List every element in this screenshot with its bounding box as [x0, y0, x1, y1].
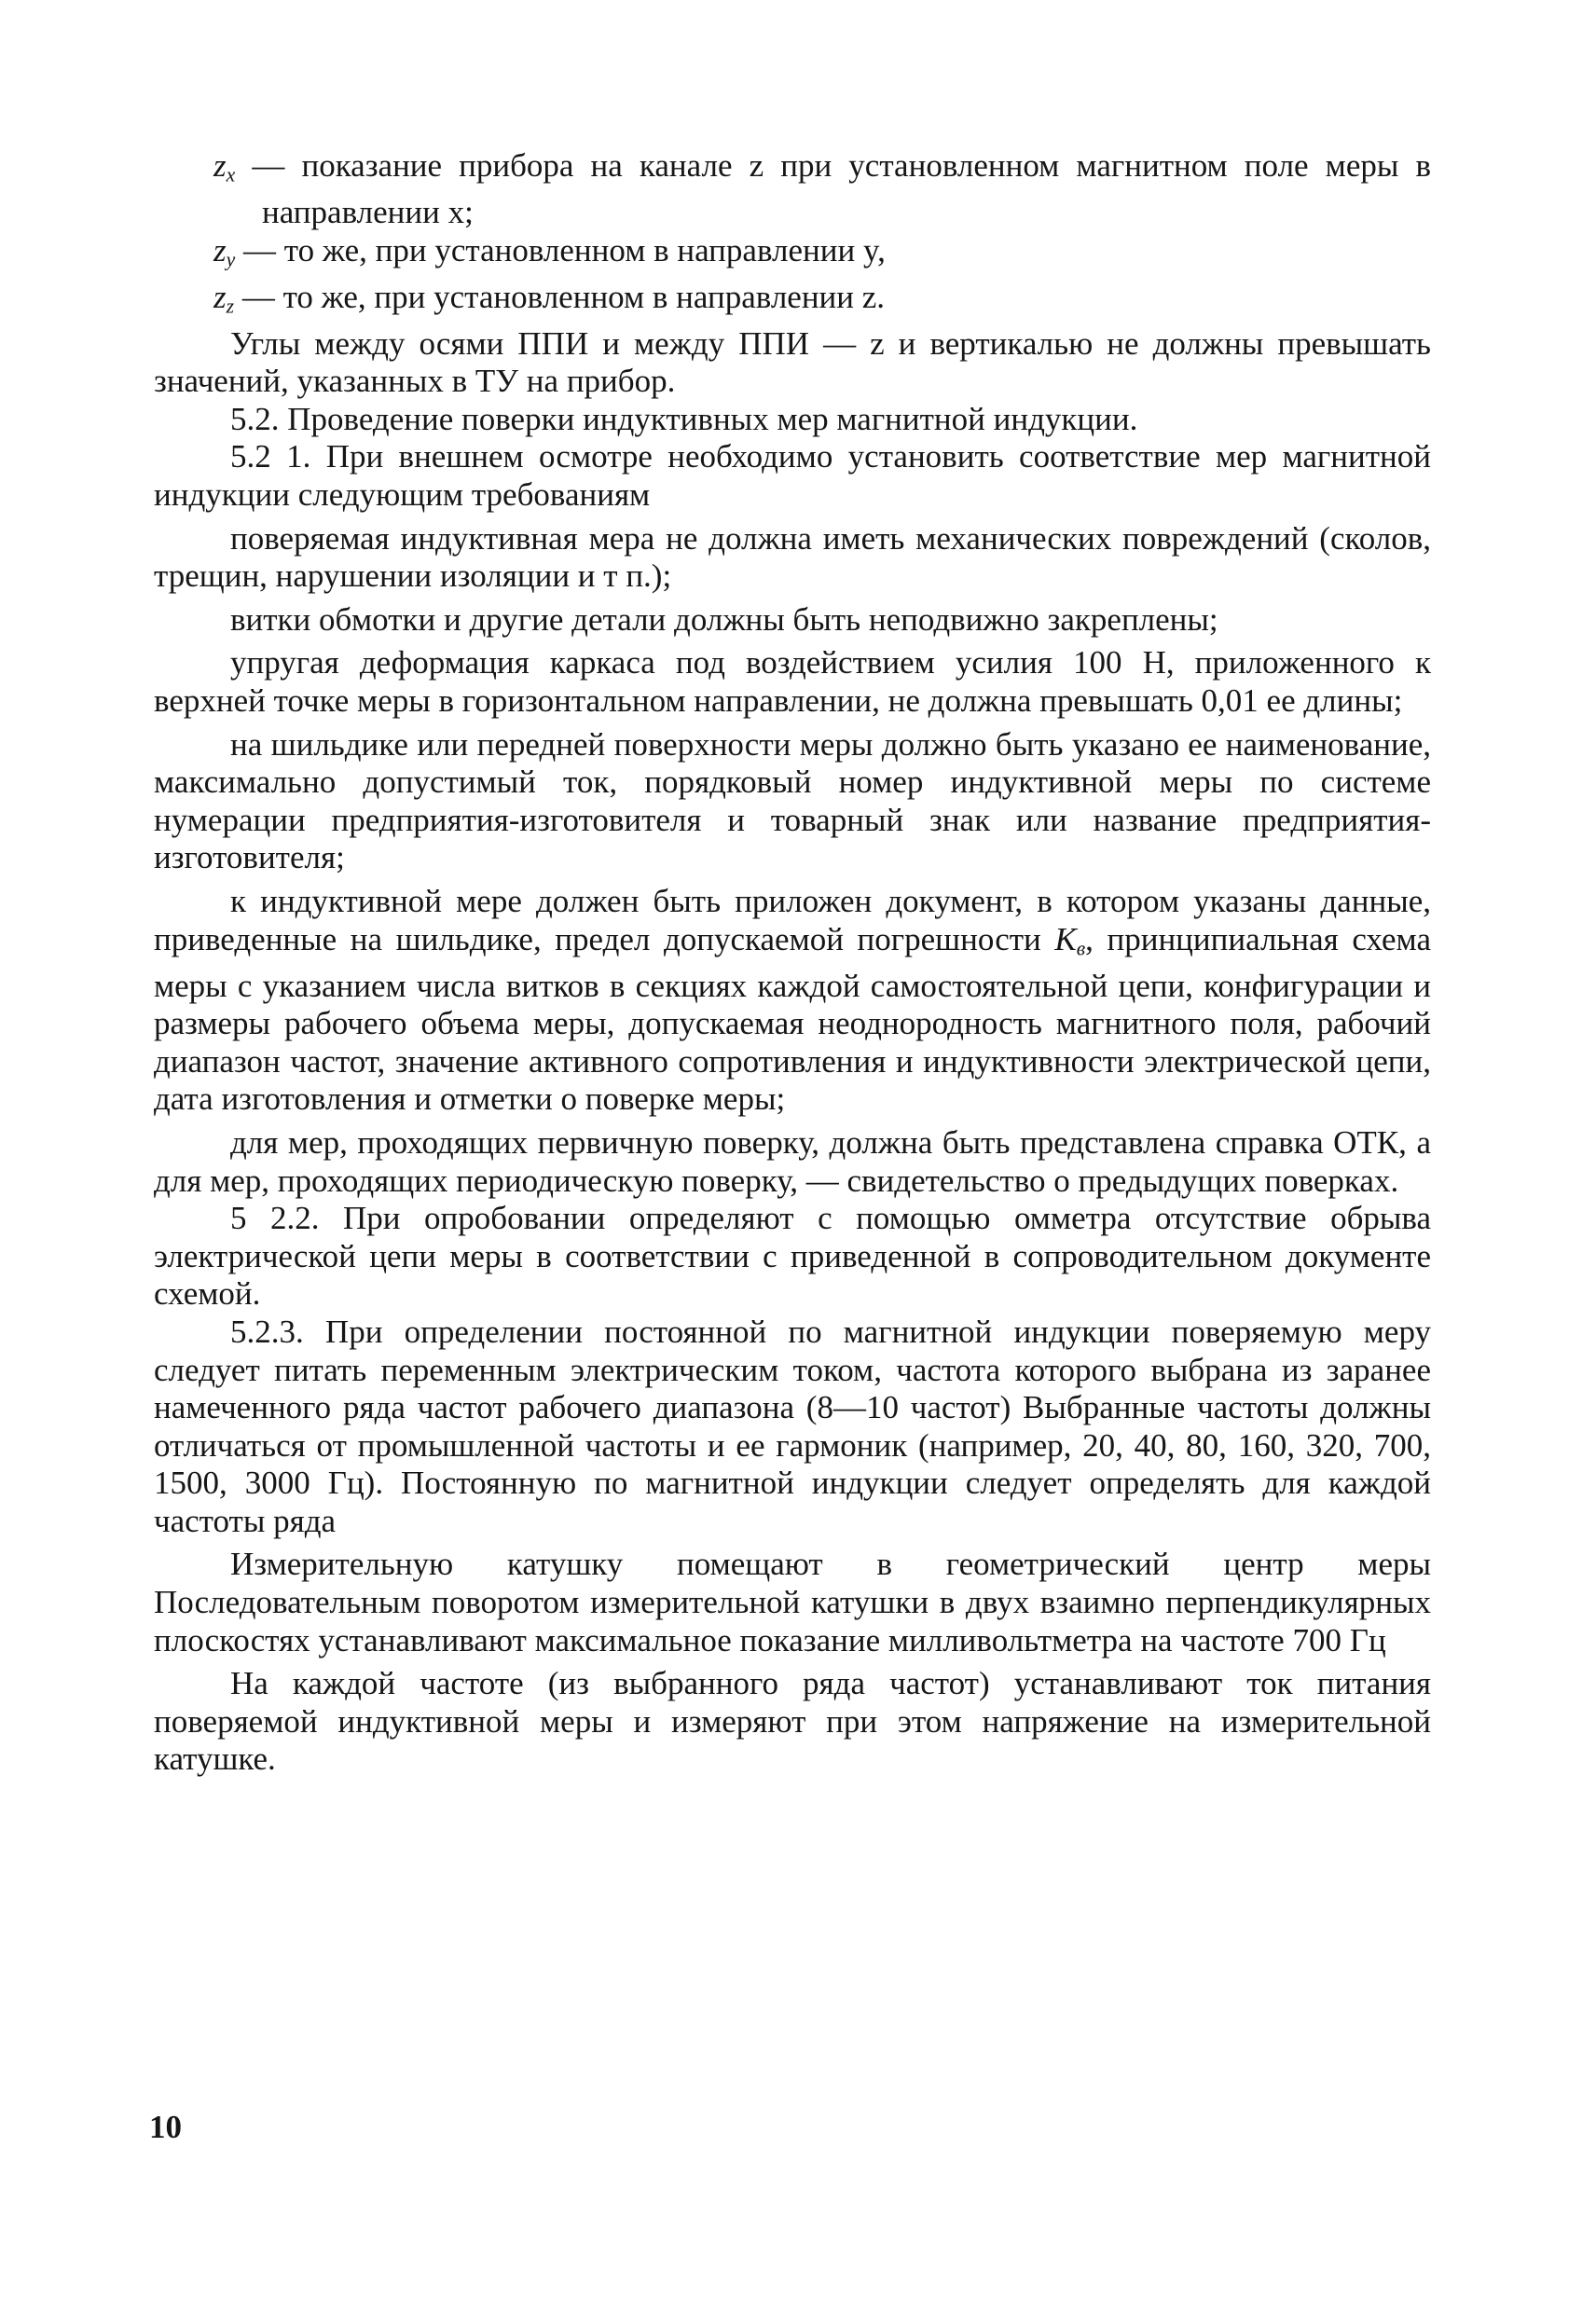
definition-text: — то же, при установленном в направлении z.: [234, 278, 886, 315]
definition-text: — показание прибора на канале z при установленном магнитном поле меры в направлении x;: [235, 147, 1431, 231]
symbol-k: K: [1054, 920, 1077, 957]
paragraph-5-2-2: 5 2.2. При опробовании определяют с помощью омметра отсутствие обрыва электрической цепи меры в соответствии с приведенной в сопроводительном документе схемой.: [154, 1200, 1431, 1313]
requirement-fixed-turns: витки обмотки и другие детали должны быть неподвижно закреплены;: [230, 600, 1218, 638]
definition-zx: [154, 147, 1431, 232]
paragraph-5-2-1: 5.2 1. При внешнем осмотре необходимо установить соответствие мер магнитной индукции следующим требованиям: [154, 438, 1431, 514]
subscript-x: x: [226, 163, 236, 186]
symbol-z: z: [213, 147, 227, 184]
requirement-document-text-start: к индуктивной мере должен быть приложен документ, в котором указаны данные, приведенные на шильдике, предел допускаемой погрешности: [154, 882, 1431, 957]
subscript-y: y: [226, 248, 236, 271]
definition-zz: [154, 279, 1431, 325]
paragraph-angles: Углы между осями ППИ и между ППИ — z и вертикалью не должны превышать значений, указанных в ТУ на прибор.: [154, 324, 1431, 400]
subscript-z: z: [226, 295, 235, 318]
paragraph-each-frequency: На каждой частоте (из выбранного ряда частот) устанавливают ток питания поверяемой индуктивной меры и измеряют при этом напряжение на измерительной катушке.: [154, 1665, 1431, 1778]
requirement-document-text-end: , принципиальная схема меры с указанием числа витков в секциях каждой самостоятельной цепи, конфигурации и размеры рабочего объема меры, допускаемая неоднородность магнитного поля, рабочий диапазон частот, значение активного сопротивления и индуктивности электрической цепи, дата изготовления и отметки о поверке меры;: [154, 920, 1431, 1118]
requirement-nameplate: на шильдике или передней поверхности меры должно быть указано ее наименование, максимально допустимый ток, порядковый номер индуктивной меры по системе нумерации предприятия-изготовителя и товарный знак или название предприятия-изготовителя;: [154, 725, 1431, 876]
requirement-certificate: для мер, проходящих первичную поверку, должна быть представлена справка ОТК, а для мер, проходящих периодическую поверку, — свидетельство о предыдущих поверках.: [154, 1123, 1431, 1199]
definition-text: — то же, при установленном в направлении y,: [235, 231, 886, 268]
requirement-document: [154, 883, 1431, 1119]
symbol-z: z: [213, 231, 227, 268]
requirement-deformation: упругая деформация каркаса под воздействием усилия 100 Н, приложенного к верхней точке меры в горизонтальном направлении, не должна превышать 0,01 ее длины;: [154, 644, 1431, 719]
section-heading-5-2: 5.2. Проведение поверки индуктивных мер магнитной индукции.: [230, 400, 1138, 437]
symbol-z: z: [213, 278, 227, 315]
page-number: 10: [149, 2109, 182, 2145]
subscript-v: в: [1076, 936, 1086, 959]
requirement-damage: поверяемая индуктивная мера не должна иметь механических повреждений (сколов, трещин, нарушении изоляции и т п.);: [154, 519, 1431, 595]
paragraph-5-2-3: 5.2.3. При определении постоянной по магнитной индукции поверяемую меру следует питать переменным электрическим током, частота которого выбрана из заранее намеченного ряда частот рабочего диапазона (8—10 частот) Выбранные частоты должны отличаться от промышленной частоты и ее гармоник (например, 20, 40, 80, 160, 320, 700, 1500, 3000 Гц). Постоянную по магнитной индукции следует определять для каждой частоты ряда: [154, 1313, 1431, 1539]
paragraph-measuring-coil: Измерительную катушку помещают в геометрический центр меры Последовательным поворотом измерительной катушки в двух взаимно перпендикулярных плоскостях устанавливают максимальное показание милливольтметра на частоте 700 Гц: [154, 1546, 1431, 1658]
body-text: [154, 147, 1431, 1779]
definition-zy: [154, 232, 1431, 279]
